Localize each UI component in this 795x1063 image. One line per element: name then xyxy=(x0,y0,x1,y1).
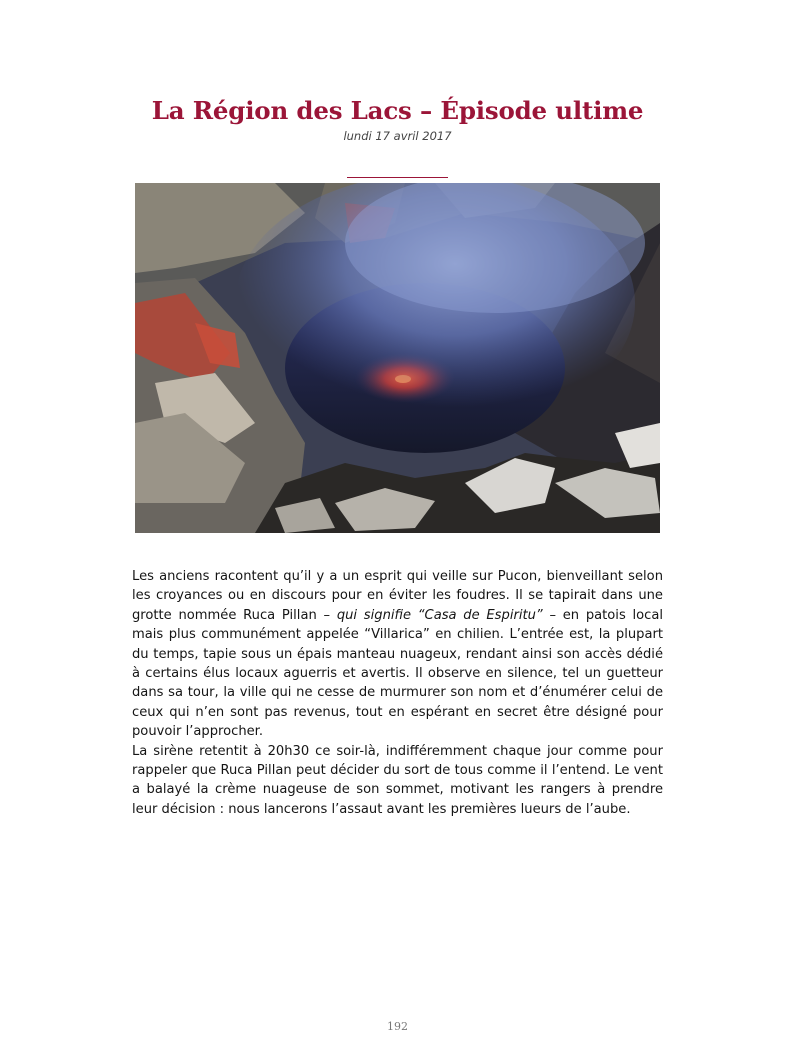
italic-quote: qui signifie “Casa de Espiritu” xyxy=(336,607,543,623)
post-date: lundi 17 avril 2017 xyxy=(343,129,452,143)
article-paragraph xyxy=(132,567,663,742)
page-number: 192 xyxy=(387,1020,408,1033)
volcano-crater-photo xyxy=(135,183,660,533)
article-body xyxy=(132,567,663,819)
title-separator xyxy=(347,177,448,178)
paragraph-text: Les anciens racontent qu’il y a un esprit qui veille sur Pucon, bienveillant selon les croyances ou en discours pour en éviter les foudres. Il se tapirait dans une grotte nommée Ruca Pillan – xyxy=(132,569,663,623)
paragraph-text: – en patois local mais plus communément appelée “Villarica” en chilien. L’entrée est, la plupart du temps, tapie sous un épais manteau nuageux, rendant ainsi son accès dédié à certains élus locaux aguerris et avertis. Il observe en silence, tel un guetteur dans sa tour, la ville qui ne cesse de murmurer son nom et d’énumérer celui de ceux qui n’en sont pas revenus, tout en espérant en secret être désigné pour pouvoir l’approcher. xyxy=(132,607,664,740)
page-title: La Région des Lacs – Épisode ultime xyxy=(151,96,644,125)
article-paragraph: La sirène retentit à 20h30 ce soir-là, indifféremment chaque jour comme pour rappeler que Ruca Pillan peut décider du sort de tous comme il l’entend. Le vent a balayé la crème nuageuse de son sommet, motivant les rangers à prendre leur décision : nous lancerons l’assaut avant les premières lueurs de l’aube. xyxy=(132,743,663,817)
